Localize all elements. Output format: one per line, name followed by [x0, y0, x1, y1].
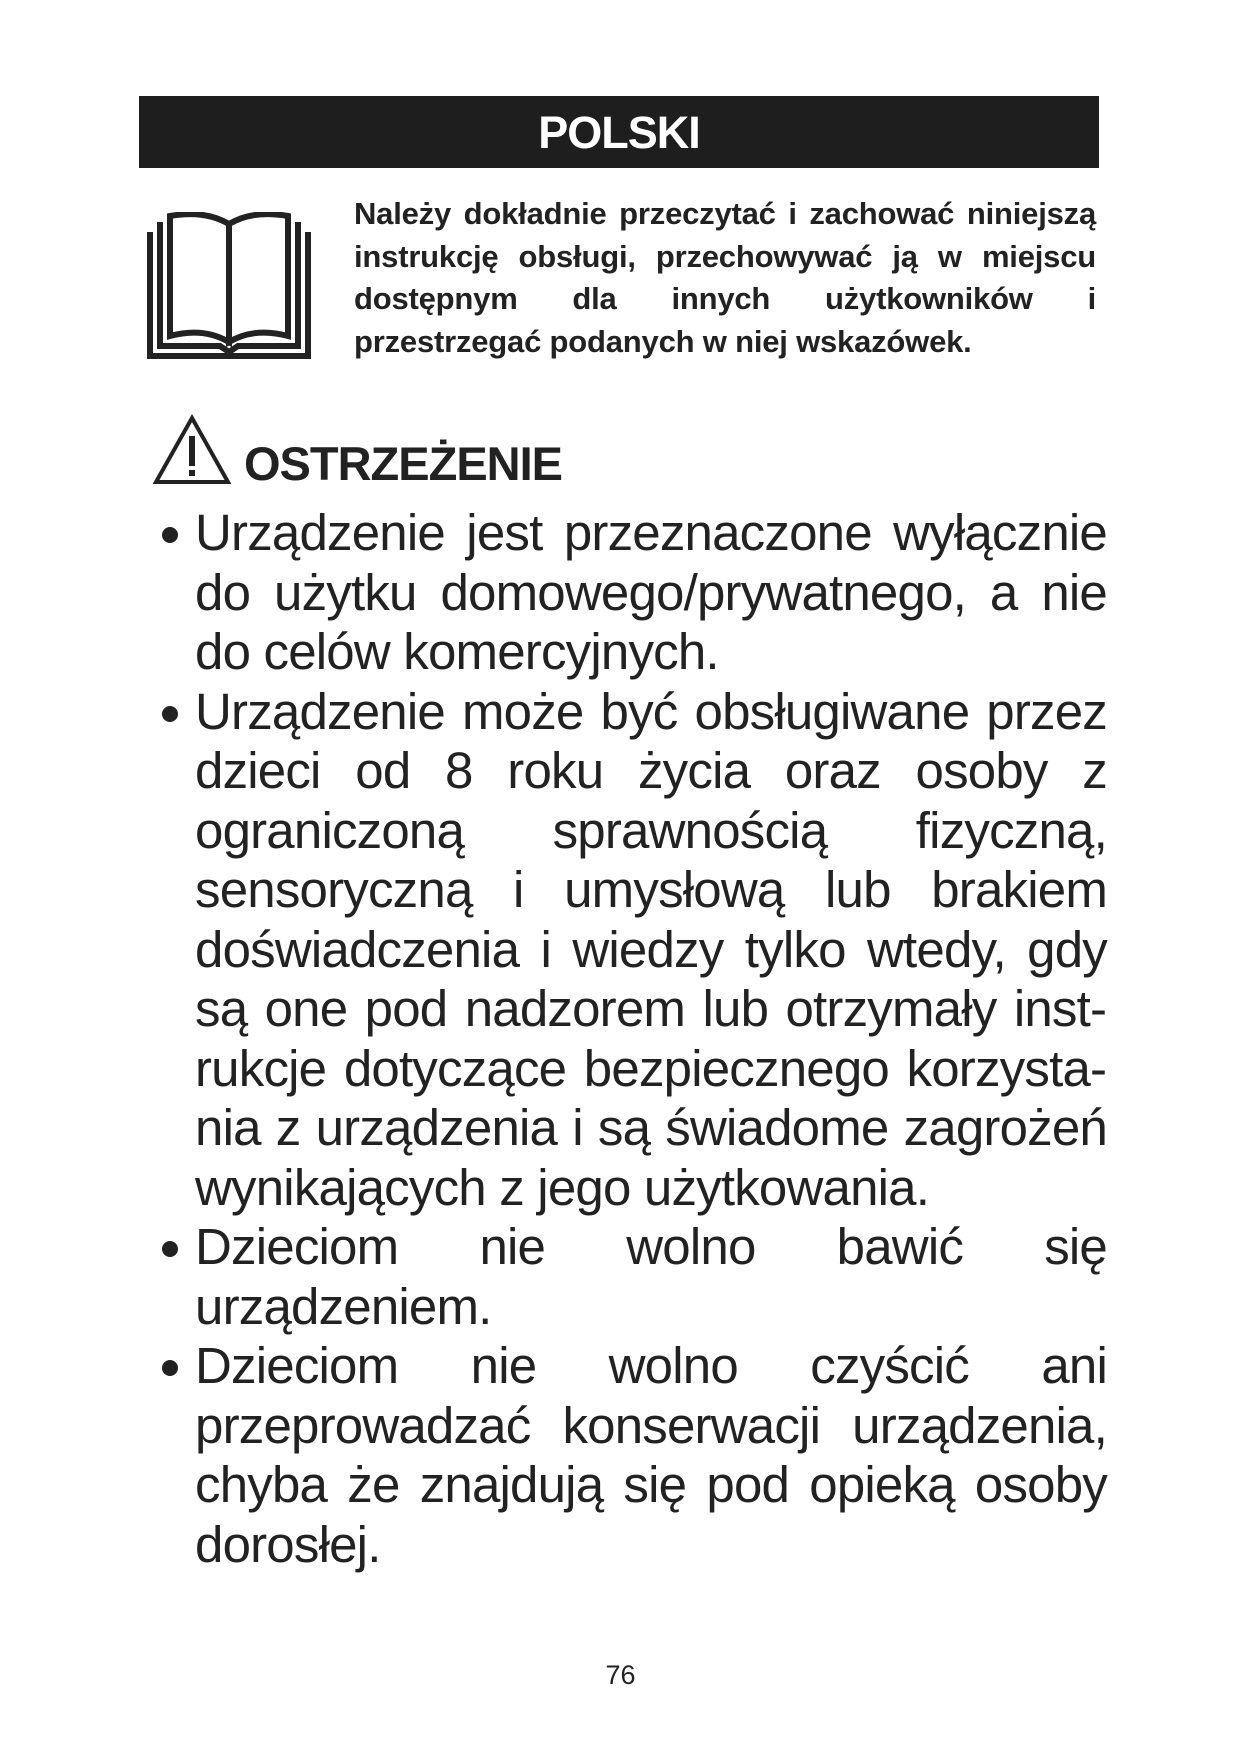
warning-item-text: Urządzenie jest przeznaczone wyłącznie do użytku domowego/prywatnego, a nie do celów komercyjnych. — [195, 504, 1107, 680]
warning-item-4 — [160, 1336, 1107, 1574]
language-title: POLSKI — [538, 106, 700, 158]
warning-list — [160, 503, 1107, 1574]
warning-item-text: Dzieciom nie wolno bawić się urządzeniem. — [195, 1218, 1107, 1335]
page-number: 76 — [605, 1660, 636, 1690]
warning-triangle-icon — [152, 414, 232, 486]
warning-item-text: Dzieciom nie wolno czyścić ani przeprowadzać konserwacji urządzenia, chyba że znajdują się pod opieką osoby dorosłej. — [195, 1337, 1107, 1573]
intro-instruction-text: Należy dokładnie przeczytać i zachować niniejszą instrukcję obsługi, przechowywać ją w miejscu dostępnym dla innych użytkowników i przestrzegać podanych w niej wskazówek. — [354, 196, 1096, 359]
open-book-icon — [146, 212, 312, 362]
bullet-icon — [162, 1241, 178, 1257]
language-header-bar — [139, 96, 1099, 168]
bullet-icon — [162, 706, 178, 722]
warning-item-1 — [160, 503, 1107, 682]
bullet-icon — [162, 1360, 178, 1376]
warning-item-text: Urządzenie może być obsługiwane przez dzieci od 8 roku życia oraz osoby z ograniczoną sprawnością fizyczną, sensoryczną i umysłową lub brakiem doświadczenia i wiedzy tylko wtedy, gdy są one pod nadzorem lub otrzymały instrukcje dotyczące bezpiecznego korzystania z urządzenia i są świadome zagrożeń wynikających z jego użytkowania. — [195, 682, 1107, 1216]
warning-title: OSTRZEŻENIE — [244, 437, 563, 490]
warning-item-3 — [160, 1217, 1107, 1336]
warning-item-2 — [160, 682, 1107, 1218]
bullet-icon — [162, 527, 178, 543]
